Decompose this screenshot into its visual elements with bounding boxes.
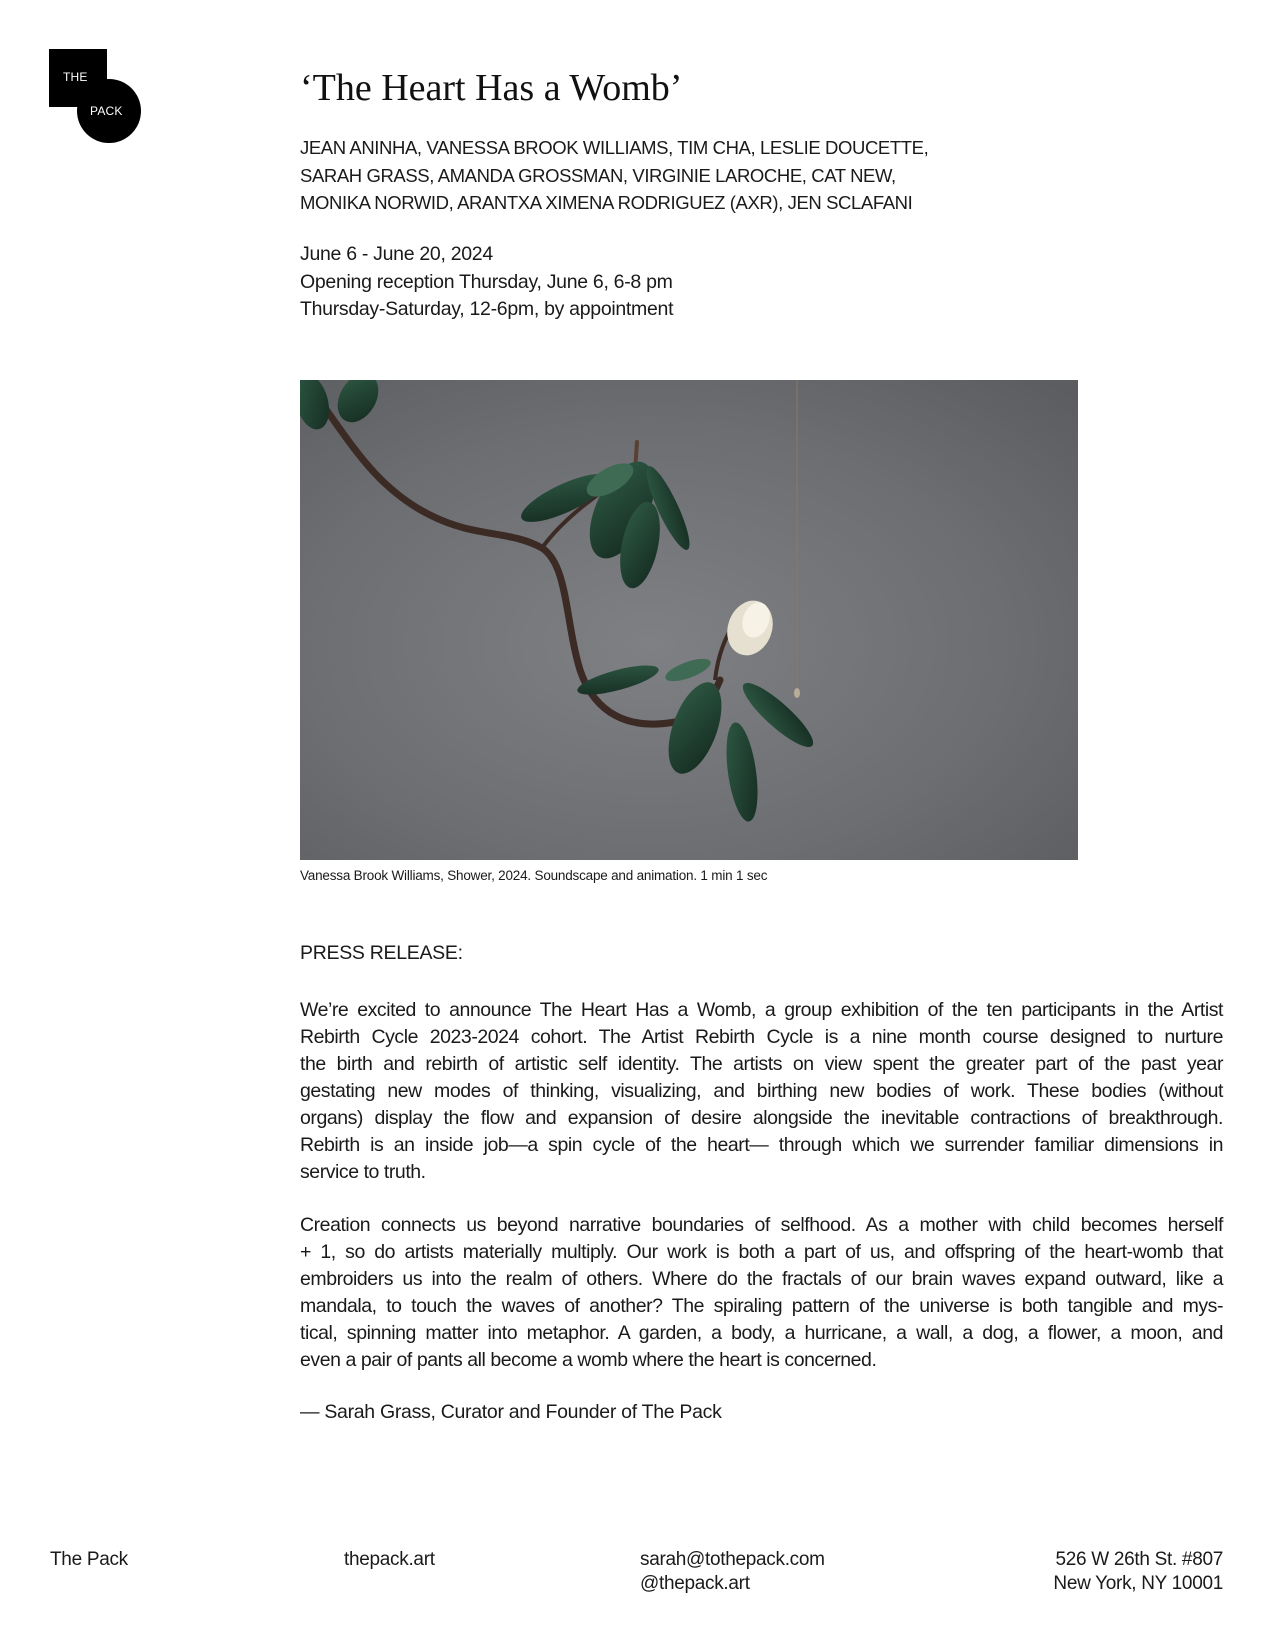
paragraph-line: gestating new modes of thinking, visualizing, and birthing new bodies of work. These bodies (without [300, 1080, 1223, 1102]
artist-list-line: SARAH GRASS, AMANDA GROSSMAN, VIRGINIE LAROCHE, CAT NEW, [300, 164, 896, 186]
footer-email-link[interactable]: sarah@tothepack.com [640, 1549, 825, 1570]
opening-reception: Opening reception Thursday, June 6, 6-8 pm [300, 270, 673, 293]
paragraph-line: the birth and rebirth of artistic self identity. The artists on view spent the greater part of the past year [300, 1053, 1223, 1075]
paragraph-line: + 1, so do artists materially multiply. Our work is both a part of us, and offspring of the heart-womb that [300, 1241, 1223, 1263]
artwork-image [300, 380, 1078, 860]
paragraph-line: mandala, to touch the waves of another? The spiraling pattern of the universe is both tangible and mys- [300, 1295, 1223, 1317]
exhibition-dates [300, 241, 673, 324]
curator-signature: — Sarah Grass, Curator and Founder of The Pack [300, 1401, 722, 1423]
paragraph-line: even a pair of pants all become a womb where the heart is concerned. [300, 1349, 877, 1371]
paragraph-line: Rebirth Cycle 2023-2024 cohort. The Artist Rebirth Cycle is a nine month course designed to nurture [300, 1026, 1223, 1048]
image-caption: Vanessa Brook Williams, Shower, 2024. Soundscape and animation. 1 min 1 sec [300, 868, 768, 883]
press-release-paragraph-1 [300, 997, 1223, 1186]
date-range: June 6 - June 20, 2024 [300, 243, 493, 265]
paragraph-line: Rebirth is an inside job—a spin cycle of the heart— through which we surrender familiar dimensions in [300, 1134, 1223, 1156]
exhibition-title: ‘The Heart Has a Womb’ [300, 67, 683, 109]
paragraph-line: service to truth. [300, 1161, 426, 1183]
footer-organization [50, 1548, 128, 1572]
footer-name: The Pack [50, 1549, 128, 1570]
paragraph-line: We’re excited to announce The Heart Has a Womb, a group exhibition of the ten participants in the Artist [300, 999, 1223, 1021]
footer-social-link[interactable]: @thepack.art [640, 1573, 750, 1594]
logo-text-the: THE [63, 70, 88, 84]
paragraph-line: embroiders us into the realm of others. Where do the fractals of our brain waves expand outward, like a [300, 1268, 1223, 1290]
footer-contact-column [640, 1548, 825, 1596]
press-release-paragraph-2 [300, 1212, 1223, 1374]
the-pack-logo [49, 49, 141, 144]
artist-list-line: JEAN ANINHA, VANESSA BROOK WILLIAMS, TIM CHA, LESLIE DOUCETTE, [300, 137, 929, 158]
footer-website-link[interactable]: thepack.art [344, 1549, 435, 1570]
footer-website-column [344, 1548, 435, 1572]
artist-list [300, 134, 1000, 217]
opening-hours: Thursday-Saturday, 12-6pm, by appointment [300, 298, 674, 320]
paragraph-line: tical, spinning matter into metaphor. A garden, a body, a hurricane, a wall, a dog, a flower, a moon, and [300, 1322, 1223, 1344]
logo-text-pack: PACK [90, 104, 123, 118]
footer-address [1053, 1548, 1223, 1596]
paragraph-line: Creation connects us beyond narrative boundaries of selfhood. As a mother with child becomes herself [300, 1214, 1223, 1236]
artist-list-line: MONIKA NORWID, ARANTXA XIMENA RODRIGUEZ (AXR), JEN SCLAFANI [300, 192, 913, 213]
paragraph-line: organs) display the flow and expansion of desire alongside the inevitable contractions of breakthrough. [300, 1107, 1223, 1129]
address-line-1: 526 W 26th St. #807 [1055, 1549, 1223, 1570]
address-line-2: New York, NY 10001 [1053, 1573, 1223, 1594]
press-release-heading: PRESS RELEASE: [300, 942, 463, 964]
